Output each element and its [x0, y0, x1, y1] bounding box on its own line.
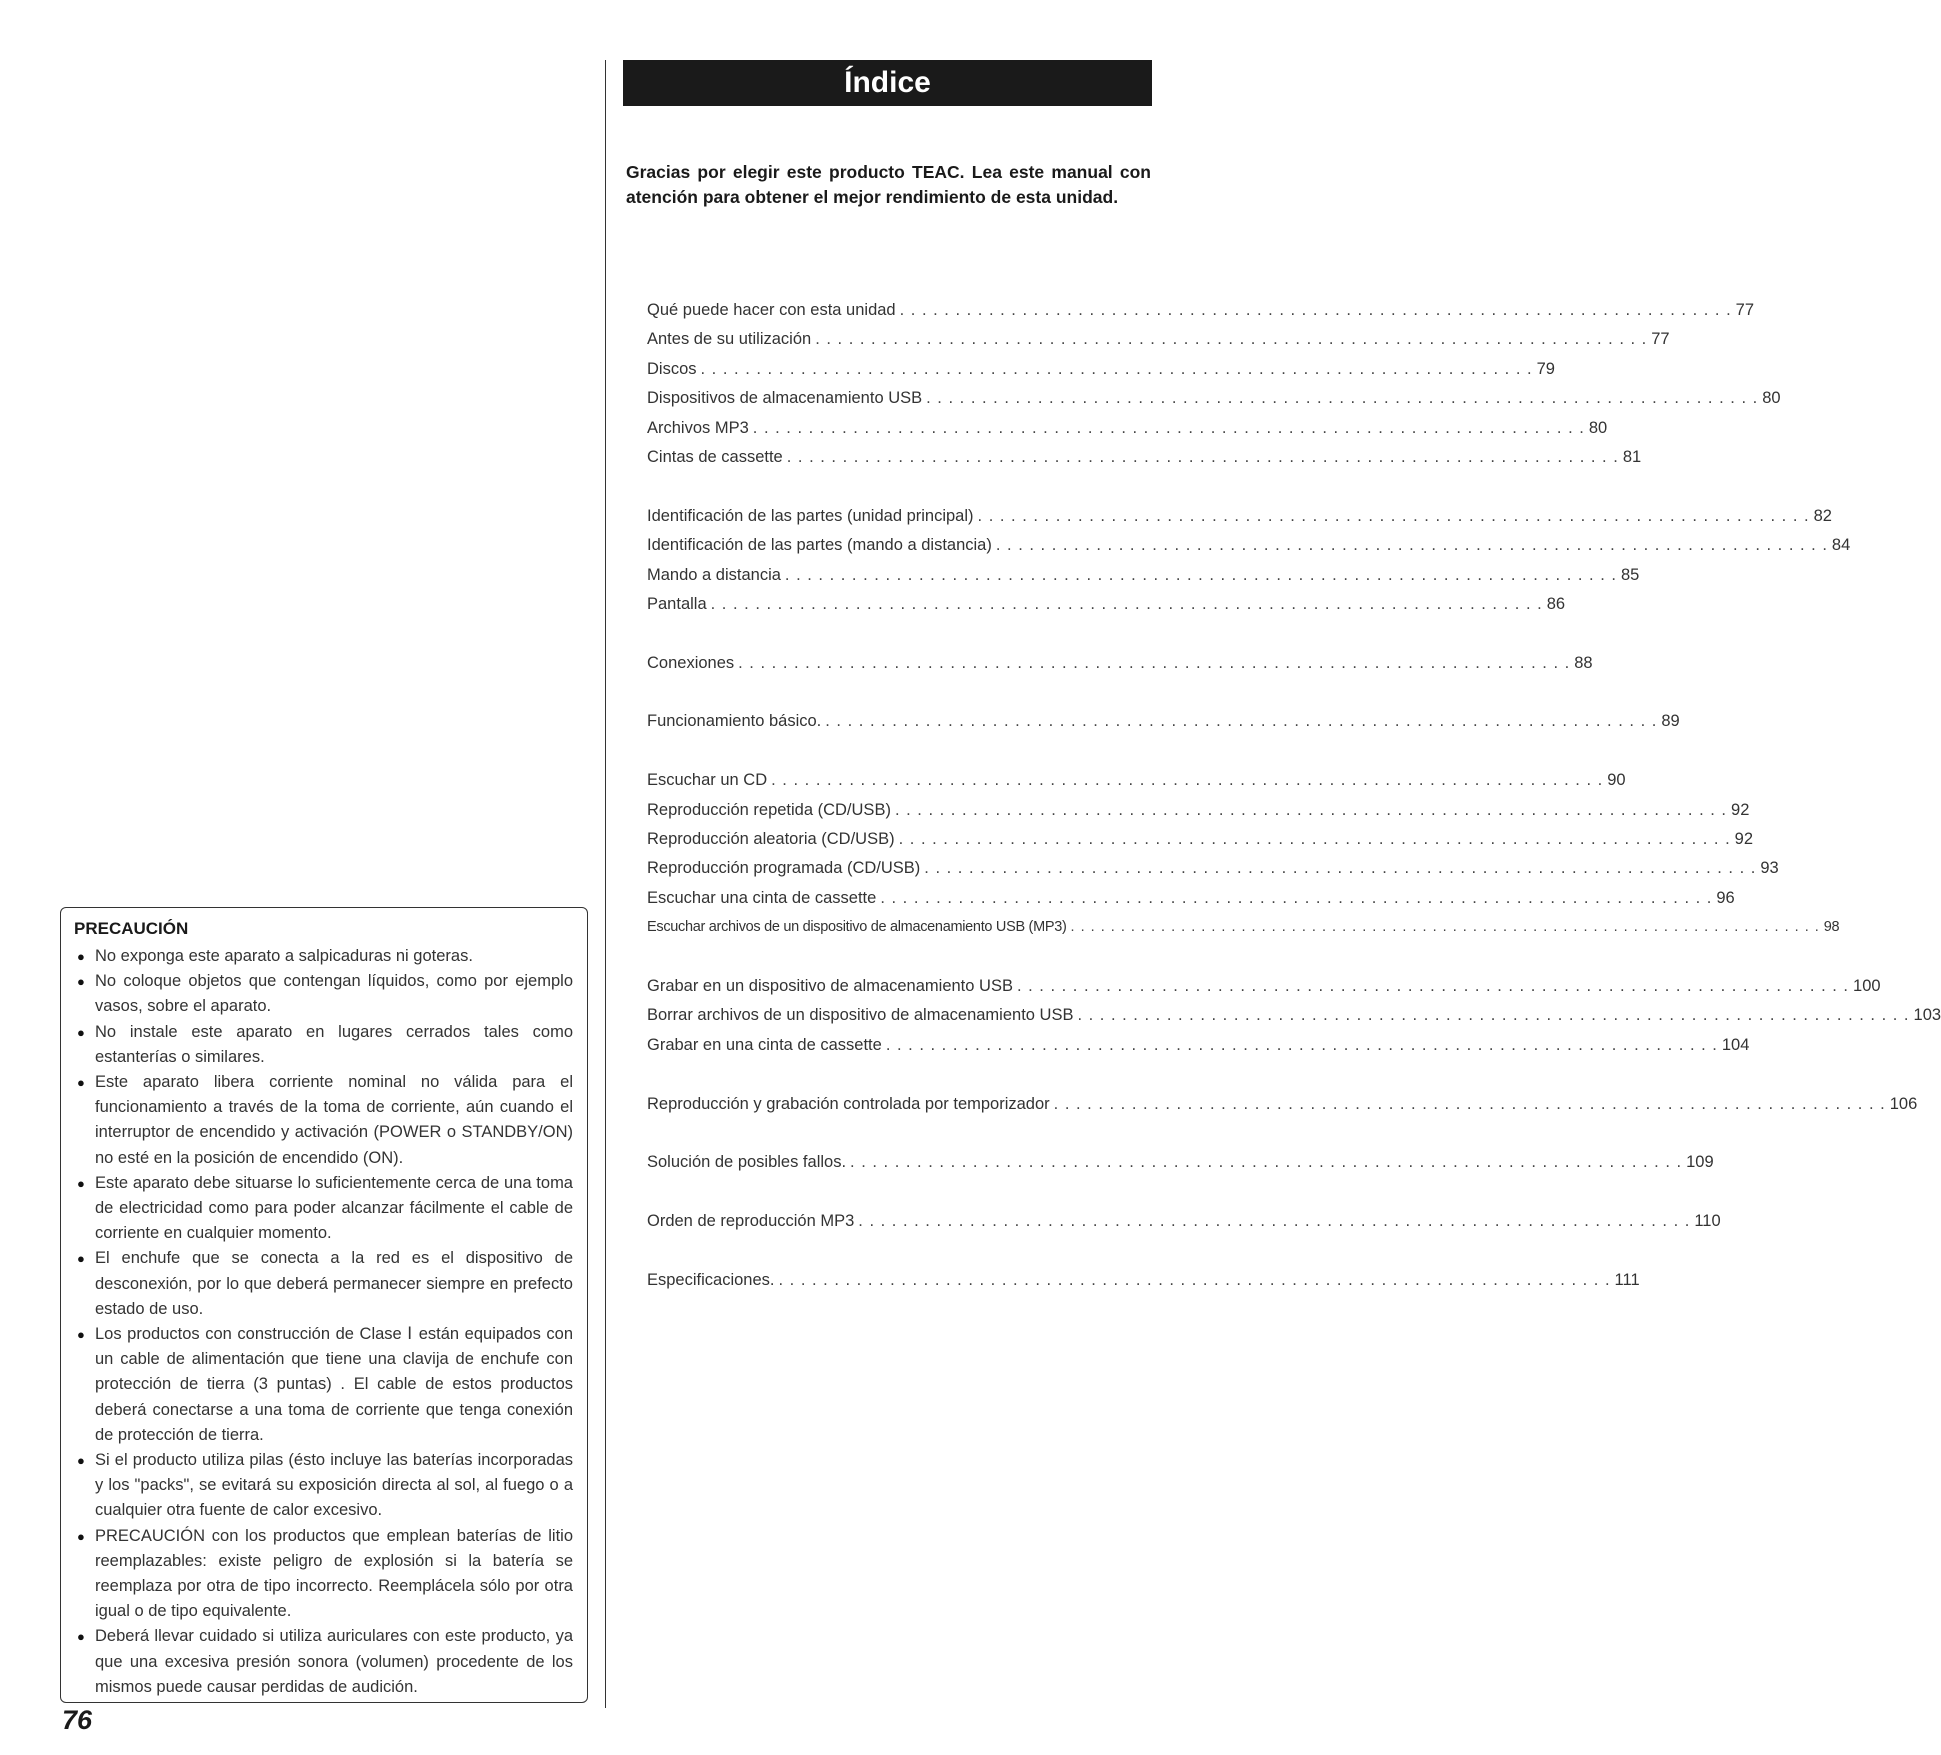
- toc-entry-title: Grabar en una cinta de cassette: [647, 1035, 882, 1054]
- caution-box: [60, 907, 588, 1703]
- toc-entry: [647, 1031, 1750, 1060]
- bullet-icon: ●: [77, 1075, 85, 1091]
- bullet-icon: ●: [77, 1024, 85, 1040]
- toc-entry-title: Escuchar archivos de un dispositivo de almacenamiento USB (MP3): [647, 919, 1067, 936]
- toc-gap: [647, 472, 1148, 501]
- toc-leader-dots: . . . . . . . . . . . . . . . . . . . . . . . . . . . . . . . . . . . . . . . . . . . . . . . . . . . . . . . . . . . . . . . . . . . . . . . . . . .: [700, 359, 1533, 378]
- toc-entry-title: Antes de su utilización: [647, 330, 812, 349]
- table-of-contents: [647, 296, 1941, 1295]
- toc-leader-dots: . . . . . . . . . . . . . . . . . . . . . . . . . . . . . . . . . . . . . . . . . . . . . . . . . . . . . . . . . . . . . . . . . . . . . . . . . . .: [786, 447, 1619, 466]
- toc-leader-dots: . . . . . . . . . . . . . . . . . . . . . . . . . . . . . . . . . . . . . . . . . . . . . . . . . . . . . . . . . . . . . . . . . . . . . . . . . . .: [1077, 1006, 1910, 1025]
- toc-entry-page: 80: [1588, 418, 1608, 437]
- toc-leader-dots: . . . . . . . . . . . . . . . . . . . . . . . . . . . . . . . . . . . . . . . . . . . . . . . . . . . . . . . . . . . . . . . . . . . . . . . . . . .: [778, 1270, 1611, 1289]
- toc-leader-dots: . . . . . . . . . . . . . . . . . . . . . . . . . . . . . . . . . . . . . . . . . . . . . . . . . . . . . . . . . . . . . . . . . . . . . . . . . . .: [710, 594, 1543, 613]
- caution-item-text: Este aparato libera corriente nominal no válida para el funcionamiento a través de la toma de corriente, aún cuando el interruptor de encendido y activación (POWER o STANDBY/ON) no esté en la posición de encendido (ON).: [95, 1073, 573, 1167]
- caution-item-text: No coloque objetos que contengan líquidos, como por ejemplo vasos, sobre el aparato.: [95, 972, 573, 1016]
- toc-entry: [647, 649, 1593, 678]
- toc-leader-dots: . . . . . . . . . . . . . . . . . . . . . . . . . . . . . . . . . . . . . . . . . . . . . . . . . . . . . . . . . . . . . . . . . . . . . . . . . . .: [995, 536, 1828, 555]
- bullet-icon: ●: [77, 974, 85, 990]
- caution-heading: PRECAUCIÓN: [74, 919, 189, 938]
- toc-entry-title: Solución de posibles fallos.: [647, 1153, 847, 1172]
- caution-item: [74, 1524, 573, 1625]
- toc-entry-page: 96: [1716, 888, 1735, 907]
- toc-entry-page: 103: [1913, 1006, 1941, 1025]
- toc-leader-dots: . . . . . . . . . . . . . . . . . . . . . . . . . . . . . . . . . . . . . . . . . . . . . . . . . . . . . . . . . . . . . . . . . . . . . . . . . . .: [825, 712, 1658, 731]
- toc-entry: [647, 825, 1754, 854]
- toc-entry-page: 100: [1853, 976, 1881, 995]
- caution-item: [74, 1020, 573, 1070]
- toc-entry-title: Reproducción y grabación controlada por temporizador: [647, 1094, 1050, 1113]
- toc-entry: [647, 355, 1555, 384]
- toc-entry-title: Borrar archivos de un dispositivo de almacenamiento USB: [647, 1006, 1074, 1025]
- intro-line-1: Gracias por elegir este producto TEAC. Lea este manual con: [626, 162, 1151, 182]
- toc-entry: [647, 913, 1840, 942]
- toc-leader-dots: . . . . . . . . . . . . . . . . . . . . . . . . . . . . . . . . . . . . . . . . . . . . . . . . . . . . . . . . . . . . . . . . . . . . . . . . . . .: [977, 506, 1810, 525]
- toc-entry-title: Conexiones: [647, 653, 735, 672]
- toc-entry-page: 84: [1831, 536, 1851, 555]
- caution-item: [74, 1171, 573, 1247]
- caution-item-text: Deberá llevar cuidado si utiliza auriculares con este producto, ya que una excesiva presión sonora (volumen) procedente de los mismos puede causar perdidas de audición.: [95, 1627, 573, 1696]
- toc-entry: [647, 707, 1680, 736]
- toc-entry-title: Archivos MP3: [647, 418, 749, 437]
- toc-entry: [647, 854, 1779, 883]
- page-title: Índice: [623, 60, 1152, 106]
- toc-entry-page: 92: [1734, 830, 1754, 849]
- toc-entry-title: Reproducción programada (CD/USB): [647, 859, 921, 878]
- caution-item: [74, 1624, 573, 1700]
- toc-entry-page: 110: [1694, 1212, 1721, 1231]
- toc-entry-page: 98: [1823, 919, 1840, 936]
- toc-leader-dots: . . . . . . . . . . . . . . . . . . . . . . . . . . . . . . . . . . . . . . . . . . . . . . . . . . . . . . . . . . . . . . . . . . . . . . . . . . .: [771, 771, 1604, 790]
- bullet-icon: ●: [77, 1327, 85, 1343]
- toc-leader-dots: . . . . . . . . . . . . . . . . . . . . . . . . . . . . . . . . . . . . . . . . . . . . . . . . . . . . . . . . . . . . . . . . . . . . . . . . . . .: [1053, 1094, 1886, 1113]
- toc-leader-dots: . . . . . . . . . . . . . . . . . . . . . . . . . . . . . . . . . . . . . . . . . . . . . . . . . . . . . . . . . . . . . . . . . . . . . . . . . . .: [850, 1153, 1683, 1172]
- toc-leader-dots: . . . . . . . . . . . . . . . . . . . . . . . . . . . . . . . . . . . . . . . . . . . . . . . . . . . . . . . . . . . . . . . . . . . . . . . . . . .: [880, 888, 1713, 907]
- toc-entry-page: 77: [1735, 301, 1755, 319]
- toc-gap: [647, 737, 1148, 766]
- bullet-icon: ●: [77, 1251, 85, 1267]
- toc-entry-page: 77: [1651, 330, 1670, 349]
- toc-entry-title: Grabar en un dispositivo de almacenamiento USB: [647, 976, 1013, 995]
- caution-item: [74, 969, 573, 1019]
- toc-entry: [647, 561, 1640, 590]
- caution-item-text: Este aparato debe situarse lo suficientemente cerca de una toma de electricidad como para poder alcanzar fácilmente el cable de corriente en cualquier momento.: [95, 1173, 573, 1243]
- toc-entry-page: 109: [1686, 1153, 1714, 1172]
- toc-entry-page: 86: [1546, 594, 1566, 613]
- toc-leader-dots: . . . . . . . . . . . . . . . . . . . . . . . . . . . . . . . . . . . . . . . . . . . . . . . . . . . . . . . . . . . . . . . . . . . . . . . . . . .: [784, 565, 1617, 584]
- toc-leader-dots: . . . . . . . . . . . . . . . . . . . . . . . . . . . . . . . . . . . . . . . . . . . . . . . . . . . . . . . . . . . . . . . . . . . . . . . . . . .: [1016, 976, 1850, 995]
- toc-gap: [647, 678, 1148, 707]
- toc-entry-title: Mando a distancia: [647, 565, 781, 584]
- toc-entry-page: 88: [1574, 653, 1593, 672]
- bullet-icon: ●: [77, 1175, 85, 1191]
- toc-leader-dots: . . . . . . . . . . . . . . . . . . . . . . . . . . . . . . . . . . . . . . . . . . . . . . . . . . . . . . . . . . . . . . . . . . . . . . . . . . .: [899, 301, 1732, 319]
- page-number: 76: [62, 1705, 93, 1735]
- intro-text: [626, 160, 1151, 210]
- toc-entry-page: 93: [1760, 859, 1779, 878]
- caution-item-text: No instale este aparato en lugares cerrados tales como estanterías o similares.: [95, 1022, 573, 1066]
- toc-leader-dots: . . . . . . . . . . . . . . . . . . . . . . . . . . . . . . . . . . . . . . . . . . . . . . . . . . . . . . . . . . . . . . . . . . . . . . . . . . .: [752, 418, 1585, 437]
- toc-entry: [647, 796, 1750, 825]
- toc-entry: [647, 443, 1642, 472]
- toc-entry-title: Cintas de cassette: [647, 447, 783, 466]
- toc-entry: [647, 1207, 1721, 1236]
- toc-entry-title: Pantalla: [647, 594, 707, 613]
- toc-entry: [647, 972, 1881, 1001]
- toc-gap: [647, 1060, 1148, 1089]
- caution-item: [74, 1246, 573, 1322]
- toc-entry-title: Dispositivos de almacenamiento USB: [647, 389, 923, 408]
- toc-leader-dots: . . . . . . . . . . . . . . . . . . . . . . . . . . . . . . . . . . . . . . . . . . . . . . . . . . . . . . . . . . . . . . . . . . . . . . . . . . .: [858, 1212, 1691, 1231]
- caution-item-text: No exponga este aparato a salpicaduras ni goteras.: [95, 947, 473, 965]
- toc-entry-title: Qué puede hacer con esta unidad: [647, 301, 896, 319]
- toc-entry: [647, 766, 1626, 795]
- toc-entry-page: 106: [1889, 1094, 1918, 1113]
- toc-entry-title: Escuchar un CD: [647, 771, 768, 790]
- toc-entry-page: 89: [1661, 712, 1680, 731]
- toc-entry-title: Funcionamiento básico.: [647, 712, 822, 731]
- intro-line-2: atención para obtener el mejor rendimiento de esta unidad.: [626, 187, 1119, 207]
- bullet-icon: ●: [77, 1528, 85, 1544]
- bullet-icon: ●: [77, 1629, 85, 1645]
- toc-entry-page: 104: [1721, 1035, 1750, 1054]
- toc-entry-page: 85: [1620, 565, 1640, 584]
- toc-entry: [647, 1090, 1918, 1119]
- toc-entry: [647, 296, 1755, 325]
- toc-entry: [647, 414, 1608, 443]
- toc-leader-dots: . . . . . . . . . . . . . . . . . . . . . . . . . . . . . . . . . . . . . . . . . . . . . . . . . . . . . . . . . . . . . . . . . . . . . . . . . . .: [1070, 919, 1820, 936]
- toc-entry-page: 81: [1622, 447, 1642, 466]
- toc-leader-dots: . . . . . . . . . . . . . . . . . . . . . . . . . . . . . . . . . . . . . . . . . . . . . . . . . . . . . . . . . . . . . . . . . . . . . . . . . . .: [924, 859, 1757, 878]
- toc-leader-dots: . . . . . . . . . . . . . . . . . . . . . . . . . . . . . . . . . . . . . . . . . . . . . . . . . . . . . . . . . . . . . . . . . . . . . . . . . . .: [898, 830, 1731, 849]
- toc-entry-title: Identificación de las partes (unidad principal): [647, 506, 974, 525]
- toc-leader-dots: . . . . . . . . . . . . . . . . . . . . . . . . . . . . . . . . . . . . . . . . . . . . . . . . . . . . . . . . . . . . . . . . . . . . . . . . . . .: [738, 653, 1571, 672]
- caution-item-text: Si el producto utiliza pilas (ésto incluye las baterías incorporadas y los "packs", se evitará su exposición directa al sol, al fuego o a cualquier otra fuente de calor excesivo.: [95, 1451, 573, 1520]
- toc-entry-page: 92: [1731, 800, 1750, 819]
- toc-entry-title: Orden de reproducción MP3: [647, 1212, 855, 1231]
- toc-entry: [647, 590, 1566, 619]
- toc-entry-page: 111: [1614, 1270, 1640, 1289]
- toc-entry-title: Escuchar una cinta de cassette: [647, 888, 877, 907]
- toc-gap: [647, 943, 1148, 972]
- column-divider: [605, 60, 606, 1708]
- toc-entry-page: 82: [1813, 506, 1832, 525]
- toc-entry-title: Reproducción aleatoria (CD/USB): [647, 830, 895, 849]
- toc-gap: [647, 1178, 1148, 1207]
- caution-item: [74, 1070, 573, 1171]
- toc-leader-dots: . . . . . . . . . . . . . . . . . . . . . . . . . . . . . . . . . . . . . . . . . . . . . . . . . . . . . . . . . . . . . . . . . . . . . . . . . . .: [815, 330, 1648, 349]
- toc-leader-dots: . . . . . . . . . . . . . . . . . . . . . . . . . . . . . . . . . . . . . . . . . . . . . . . . . . . . . . . . . . . . . . . . . . . . . . . . . . .: [926, 389, 1759, 408]
- toc-gap: [647, 1119, 1148, 1148]
- toc-leader-dots: . . . . . . . . . . . . . . . . . . . . . . . . . . . . . . . . . . . . . . . . . . . . . . . . . . . . . . . . . . . . . . . . . . . . . . . . . . .: [885, 1035, 1718, 1054]
- toc-entry-page: 80: [1762, 389, 1781, 408]
- toc-gap: [647, 1237, 1148, 1266]
- caution-item: [74, 944, 573, 969]
- bullet-icon: ●: [77, 1453, 85, 1469]
- toc-entry-title: Identificación de las partes (mando a distancia): [647, 536, 992, 555]
- caution-item-text: Los productos con construcción de Clase Ⅰ están equipados con un cable de alimentación que tiene una clavija de enchufe con protección de tierra (3 puntas) . El cable de estos productos deberá conectarse a una toma de corriente que tenga conexión de protección de tierra.: [95, 1325, 573, 1444]
- toc-gap: [647, 619, 1148, 648]
- toc-entry: [647, 531, 1851, 560]
- toc-entry: [647, 384, 1781, 413]
- toc-entry: [647, 884, 1735, 913]
- toc-entry-title: Especificaciones.: [647, 1270, 775, 1289]
- bullet-icon: ●: [77, 949, 85, 964]
- toc-leader-dots: . . . . . . . . . . . . . . . . . . . . . . . . . . . . . . . . . . . . . . . . . . . . . . . . . . . . . . . . . . . . . . . . . . . . . . . . . . .: [894, 800, 1728, 819]
- toc-entry-page: 90: [1607, 771, 1626, 790]
- caution-item-text: PRECAUCIÓN con los productos que emplean baterías de litio reemplazables: existe peligro de explosión si la batería se reemplaza por otra de tipo incorrecto. Reemplácela sólo por otra igual o de tipo equivalente.: [95, 1526, 573, 1621]
- toc-entry-page: 79: [1536, 359, 1555, 378]
- caution-item-text: El enchufe que se conecta a la red es el dispositivo de desconexión, por lo que deberá permanecer siempre en prefecto estado de uso.: [95, 1249, 573, 1318]
- toc-entry: [647, 1266, 1640, 1295]
- caution-list: [74, 944, 573, 1700]
- toc-entry: [647, 1001, 1941, 1030]
- toc-entry: [647, 325, 1670, 354]
- toc-entry: [647, 502, 1832, 531]
- toc-entry-title: Discos: [647, 359, 697, 378]
- toc-entry: [647, 1148, 1714, 1177]
- caution-item: [74, 1322, 573, 1448]
- caution-item: [74, 1448, 573, 1524]
- toc-entry-title: Reproducción repetida (CD/USB): [647, 800, 891, 819]
